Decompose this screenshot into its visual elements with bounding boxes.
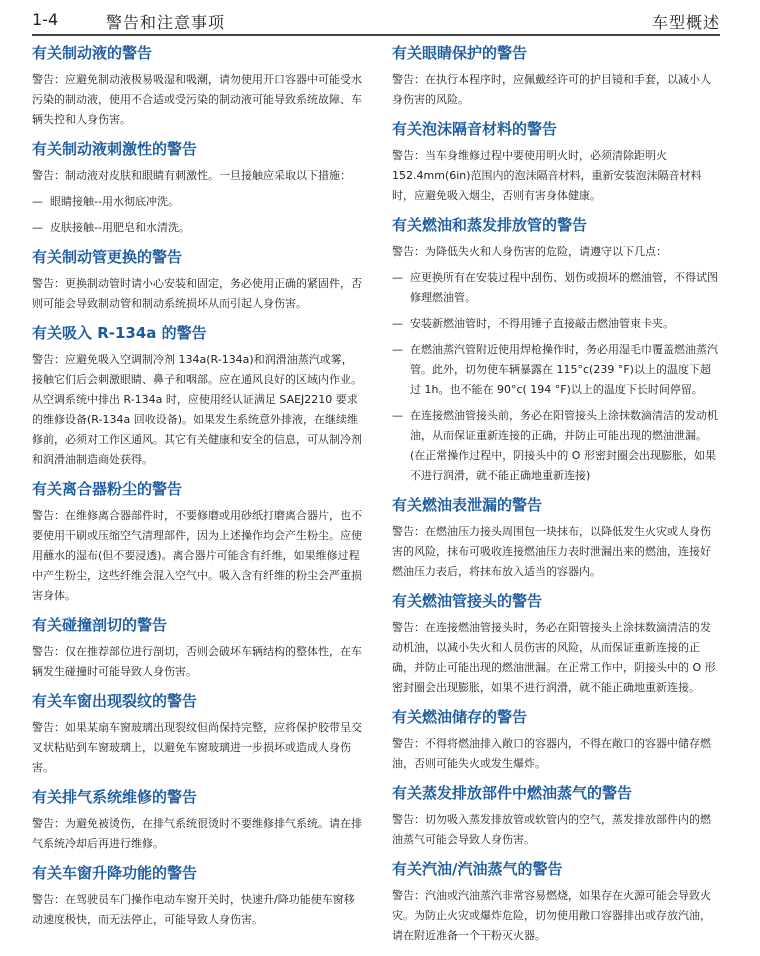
page-number: 1-4: [32, 10, 59, 29]
warning-section: [32, 786, 362, 854]
warning-body: [32, 70, 362, 130]
dash-icon: —: [32, 221, 43, 234]
warning-body: [392, 886, 720, 946]
warning-text: 警告：在燃油压力接头周围包一块抹布，以降低发生火灾或人身伤害的风险，抹布可吸收连接燃油压力表时泄漏出来的燃油，连接好燃油压力表后，将抹布放入适当的容器内。: [392, 525, 711, 578]
warning-section: [32, 862, 362, 930]
warning-text: 警告：为避免被烫伤，在排气系统很烫时不要维修排气系统。请在排气系统冷却后再进行维修。: [32, 817, 362, 850]
warning-heading: 有关制动液的警告: [32, 44, 153, 62]
dash-icon: —: [32, 195, 43, 208]
warning-heading: 有关吸入 R-134a 的警告: [32, 324, 207, 342]
warning-body: [32, 718, 362, 778]
warning-text: 警告：在连接燃油管接头时，务必在阳管接头上涂抹数滴清洁的发动机油，以减小失火和人员伤害的风险，从而保证重新连接的正确，并防止可能出现的燃油泄漏。在正常工作中，阴接头中的 O 形密封圈会出现膨胀，如果不进行润滑，就不能正确地重新连接。: [392, 621, 716, 694]
warning-section: [32, 322, 362, 470]
warning-heading: 有关燃油管接头的警告: [392, 592, 543, 610]
warning-body: [392, 146, 720, 206]
warning-heading: 有关碰撞剖切的警告: [32, 616, 168, 634]
bullet-item: [392, 314, 720, 334]
warning-section: [392, 214, 720, 486]
warning-text: 警告：不得将燃油排入敞口的容器内，不得在敞口的容器中储存燃油，否则可能失火或发生爆炸。: [392, 737, 711, 770]
dash-icon: —: [392, 409, 403, 422]
warning-text: 警告：在驾驶员车门操作电动车窗开关时，快速升/降功能使车窗移动速度极快，而无法停止，可能导致人身伤害。: [32, 893, 355, 926]
warning-heading: 有关车窗出现裂纹的警告: [32, 692, 198, 710]
warning-text: 警告：当车身维修过程中要使用明火时，必须清除距明火 152.4mm(6in)范围内的泡沫隔音材料，重新安装泡沫隔音材料时，应避免吸入烟尘，否则有害身体健康。: [392, 149, 702, 202]
warning-text: 警告：仅在推荐部位进行剖切，否则会破坏车辆结构的整体性，在车辆发生碰撞时可能导致人身伤害。: [32, 645, 362, 678]
warning-section: [32, 138, 362, 238]
warning-body: [32, 642, 362, 682]
bullet-item: [32, 192, 362, 212]
warning-section: [32, 478, 362, 606]
warning-heading: 有关离合器粉尘的警告: [32, 480, 183, 498]
warning-heading: 有关燃油和蒸发排放管的警告: [392, 216, 588, 234]
warning-body: [32, 350, 362, 470]
warning-heading: 有关蒸发排放部件中燃油蒸气的警告: [392, 784, 633, 802]
warning-heading: 有关制动管更换的警告: [32, 248, 183, 266]
warning-text: 警告：应避免吸入空调制冷剂 134a(R-134a)和润滑油蒸汽或雾，接触它们后会刺激眼睛、鼻子和咽部。应在通风良好的区域内作业。从空调系统中排出 R-134a 时，应使用经认证满足 SAEJ2210 要求的维修设备(R-134a 回收设备)。如果发生系统意外排液，在继续维修前，必须对工作区通风。其它有关健康和安全的信息，可从制冷剂和润滑油制造商处获得。: [32, 353, 362, 466]
warning-text: 警告：更换制动管时请小心安装和固定，务必使用正确的紧固件，否则可能会导致制动管和制动系统损坏从而引起人身伤害。: [32, 277, 362, 310]
warning-section: [392, 42, 720, 110]
warning-section: [392, 858, 720, 946]
bullet-text: 眼睛接触--用水彻底冲洗。: [50, 195, 179, 208]
warning-body: [32, 814, 362, 854]
warning-body: [392, 810, 720, 850]
warning-body: [32, 166, 362, 238]
left-column: [32, 42, 362, 938]
warning-section: [32, 614, 362, 682]
warning-section: [392, 118, 720, 206]
warning-body: [32, 274, 362, 314]
bullet-item: [32, 218, 362, 238]
bullet-text: 皮肤接触--用肥皂和水清洗。: [50, 221, 190, 234]
bullet-text: 安装新燃油管时，不得用锤子直接敲击燃油管束卡夹。: [410, 317, 674, 330]
section-title: 警告和注意事项: [106, 13, 226, 32]
warning-text: 警告：切勿吸入蒸发排放管或软管内的空气，蒸发排放部件内的燃油蒸气可能会导致人身伤害。: [392, 813, 711, 846]
warning-text: 警告：汽油或汽油蒸汽非常容易燃烧，如果存在火源可能会导致火灾。为防止火灾或爆炸危险，切勿使用敞口容器排出或存放汽油，请在附近准备一个干粉灭火器。: [392, 889, 711, 942]
bullet-text: 在燃油蒸汽管附近使用焊枪操作时，务必用湿毛巾覆盖燃油蒸汽管。此外，切勿使车辆暴露在 115°c(239 °F)以上的温度下超过 1h。也不能在 90°c( 194 °F)以上的温度下长时间停留。: [410, 343, 718, 396]
warning-section: [392, 706, 720, 774]
warning-body: [32, 506, 362, 606]
warning-text: 警告：为降低失火和人身伤害的危险，请遵守以下几点：: [392, 245, 667, 258]
warning-body: [392, 70, 720, 110]
bullet-item: [392, 406, 720, 486]
warning-heading: 有关排气系统维修的警告: [32, 788, 198, 806]
warning-heading: 有关泡沫隔音材料的警告: [392, 120, 558, 138]
warning-text: 警告：应避免制动液极易吸湿和吸潮，请勿使用开口容器中可能受水污染的制动液，使用不合适或受污染的制动液可能导致系统故障、车辆失控和人身伤害。: [32, 73, 362, 126]
chapter-title: 车型概述: [651, 13, 720, 32]
warning-heading: 有关制动液刺激性的警告: [32, 140, 198, 158]
warning-section: [392, 494, 720, 582]
warning-text: 警告：在维修离合器部件时，不要修磨或用砂纸打磨离合器片，也不要使用干刷或压缩空气清理部件，因为上述操作均会产生粉尘。应使用蘸水的湿布(但不要浸透)。离合器片可能含有纤维，如果维修过程中产生粉尘，这些纤维会混入空气中。吸入含有纤维的粉尘会严重损害身体。: [32, 509, 362, 602]
warning-body: [392, 522, 720, 582]
warning-heading: 有关眼睛保护的警告: [392, 44, 528, 62]
dash-icon: —: [392, 271, 403, 284]
right-column: [392, 42, 720, 954]
dash-icon: —: [392, 343, 403, 356]
warning-section: [32, 246, 362, 314]
bullet-text: 应更换所有在安装过程中刮伤、划伤或损坏的燃油管，不得试图修理燃油管。: [410, 271, 718, 304]
warning-section: [32, 42, 362, 130]
warning-heading: 有关汽油/汽油蒸气的警告: [392, 860, 563, 878]
warning-section: [392, 782, 720, 850]
dash-icon: —: [392, 317, 403, 330]
bullet-text: 在连接燃油管接头前，务必在阳管接头上涂抹数滴清洁的发动机油，从而保证重新连接的正确，并防止可能出现的燃油泄漏。(在正常操作过程中，阴接头中的 O 形密封圈会出现膨胀，如果不进行润滑，就不能正确地重新连接): [410, 409, 718, 482]
warning-heading: 有关燃油储存的警告: [392, 708, 528, 726]
warning-section: [392, 590, 720, 698]
warning-text: 警告：在执行本程序时，应佩戴经许可的护目镜和手套，以减小人身伤害的风险。: [392, 73, 711, 106]
warning-heading: 有关燃油表泄漏的警告: [392, 496, 543, 514]
warning-text: 警告：如果某扇车窗玻璃出现裂纹但尚保持完整，应将保护胶带呈交叉状粘贴到车窗玻璃上，以避免车窗玻璃进一步损坏或造成人身伤害。: [32, 721, 362, 774]
warning-text: 警告：制动液对皮肤和眼睛有刺激性。一旦接触应采取以下措施：: [32, 169, 351, 182]
warning-body: [32, 890, 362, 930]
warning-body: [392, 734, 720, 774]
bullet-item: [392, 340, 720, 400]
page-header: [32, 6, 720, 36]
bullet-item: [392, 268, 720, 308]
warning-body: [392, 618, 720, 698]
warning-body: [392, 242, 720, 486]
warning-section: [32, 690, 362, 778]
warning-heading: 有关车窗升降功能的警告: [32, 864, 198, 882]
